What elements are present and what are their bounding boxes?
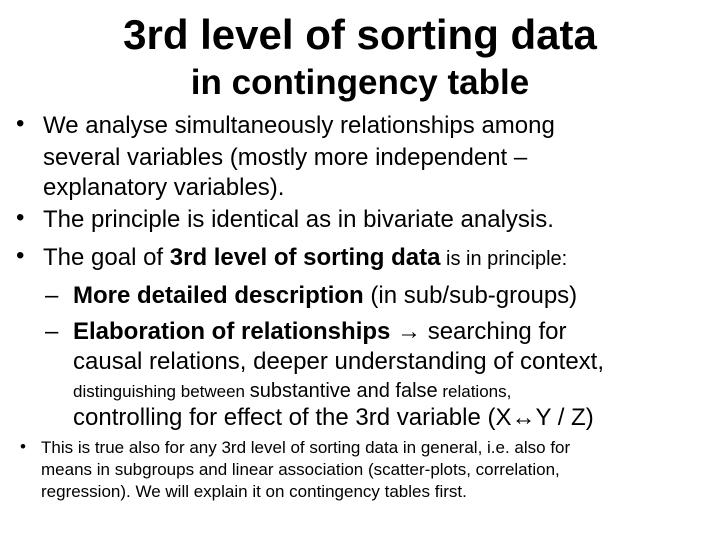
bullet-marker-2: • xyxy=(16,204,25,231)
sub-bullet-1-bold: More detailed description xyxy=(73,282,364,309)
sub-bullet-1-dash: – xyxy=(45,282,59,309)
sub-bullet-2-big: substantive and false xyxy=(249,380,438,402)
note-line-1: This is true also for any 3rd level of sorting data in general, i.e. also for xyxy=(41,438,571,457)
note-line-3: regression). We will explain it on contingency tables first. xyxy=(41,482,467,501)
bullet-3-bold: 3rd level of sorting data xyxy=(169,244,441,271)
sub-bullet-2-line-2: causal relations, deeper understanding of context, xyxy=(73,348,605,375)
bullet-3-line-1 xyxy=(43,242,567,275)
bullet-marker-1: • xyxy=(16,110,25,137)
sub-bullet-2-line-1 xyxy=(73,316,566,348)
bullet-1-line-3: explanatory variables). xyxy=(43,174,285,201)
bullet-1-line-1: We analyse simultaneously relationships among xyxy=(43,112,555,139)
sub-bullet-2-bold: Elaboration of relationships xyxy=(73,318,391,345)
slide-title-line-2: in contingency table xyxy=(190,63,530,102)
sub-bullet-1-post: (in sub/sub-groups) xyxy=(363,282,578,309)
bullet-3-pre: The goal of xyxy=(43,244,170,271)
bullet-marker-4: • xyxy=(20,437,26,456)
bullet-3-post: is in principle: xyxy=(440,248,568,270)
sub-bullet-1-line-1 xyxy=(73,280,577,312)
sub-bullet-2-small-1: distinguishing between xyxy=(73,382,250,401)
sub-bullet-2-small-2: relations, xyxy=(437,382,512,401)
sub-bullet-2-line-4: controlling for effect of the 3rd variable (X↔Y / Z) xyxy=(73,404,594,431)
sub-bullet-2-post: → searching for xyxy=(390,318,567,345)
bullet-marker-3: • xyxy=(16,242,25,269)
bullet-1-line-2: several variables (mostly more independent – xyxy=(43,144,528,171)
bullet-2-line-1: The principle is identical as in bivariate analysis. xyxy=(43,206,554,233)
slide-title-line-1: 3rd level of sorting data xyxy=(123,11,597,58)
sub-bullet-2-dash: – xyxy=(45,318,59,345)
note-line-2: means in subgroups and linear association (scatter-plots, correlation, xyxy=(41,460,560,479)
